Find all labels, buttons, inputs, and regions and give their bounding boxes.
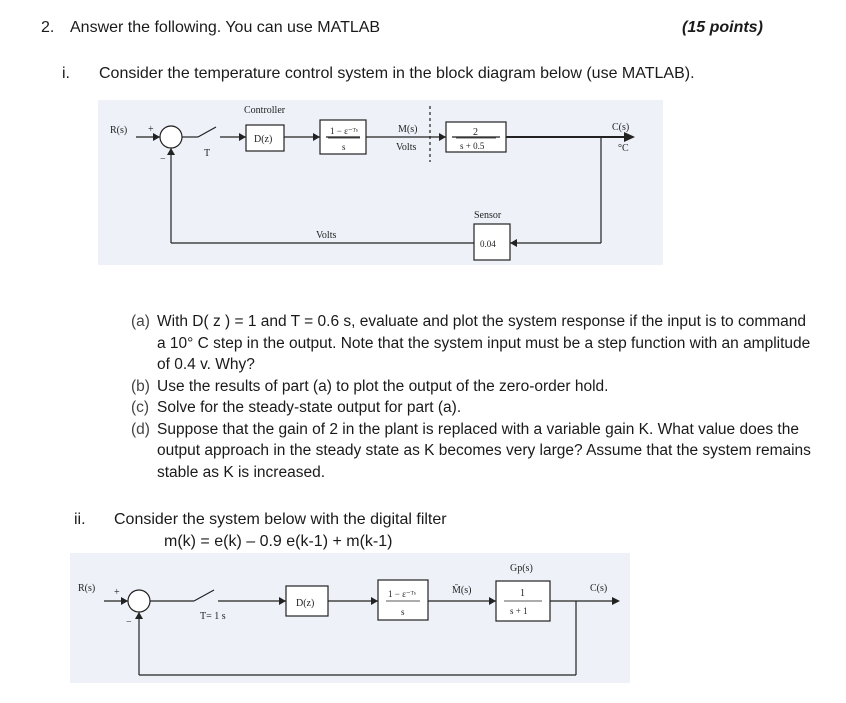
output-label-1: C(s) [612, 122, 630, 133]
part-item-c [131, 397, 817, 419]
plant-numerator-2: 1 [520, 588, 525, 599]
part-i-items [131, 311, 817, 483]
controller-block-label-2: D(z) [296, 598, 315, 609]
zoh-numerator-1: 1 − ε⁻ᵀˢ [330, 126, 358, 136]
item-letter: (c) [131, 399, 150, 416]
part-ii-numeral: ii. [74, 511, 86, 528]
plus-sign-2: + [114, 587, 120, 598]
plant-denominator-2: s + 1 [510, 606, 528, 616]
zoh-numerator-2: 1 − ε⁻ᵀˢ [388, 589, 416, 599]
input-label-2: R(s) [78, 583, 96, 594]
part-item-d [131, 419, 817, 484]
part-ii-prompt: Consider the system below with the digital filter [114, 511, 447, 528]
sensor-label: Sensor [474, 210, 502, 221]
item-text: Use the results of part (a) to plot the output of the zero-order hold. [157, 377, 609, 395]
ms-label-2: M̄(s) [452, 585, 472, 596]
item-letter: (b) [131, 377, 150, 395]
item-letter: (a) [131, 313, 150, 330]
input-label-1: R(s) [110, 125, 128, 136]
plant-numerator-1: 2 [473, 127, 478, 138]
ms-label-1: M(s) [398, 124, 418, 135]
sensor-gain: 0.04 [480, 239, 496, 249]
sampler-label-1: T [204, 148, 211, 159]
item-letter: (d) [131, 420, 150, 438]
item-text: Suppose that the gain of 2 in the plant is replaced with a variable gain K. What value does the output approach in the steady state as K becomes very large? Assume that the system remains stable as K is increased. [157, 420, 811, 481]
item-text: With D( z ) = 1 and T = 0.6 s, evaluate and plot the system response if the input is to command a 10° C step in the output. Note that the system input must be a step function with an amplitude of 0.4 v. Why? [157, 313, 811, 373]
part-i-numeral: i. [62, 65, 70, 82]
output-label-2: C(s) [590, 583, 608, 594]
output-unit-1: °C [618, 143, 629, 154]
part-item-b [131, 376, 817, 398]
sampler-label-2: T= 1 s [200, 611, 226, 622]
zoh-denominator-2: s [401, 607, 405, 617]
plus-sign-1: + [148, 124, 154, 135]
question-points: (15 points) [682, 19, 763, 36]
minus-sign-2: − [126, 617, 132, 628]
volts-label-top: Volts [396, 142, 417, 153]
question-number: 2. [41, 19, 55, 36]
plant-label-2: Gp(s) [510, 563, 533, 574]
volts-label-bottom: Volts [316, 230, 337, 241]
block-diagram-2 [70, 553, 630, 683]
digital-filter-equation: m(k) = e(k) – 0.9 e(k-1) + m(k-1) [164, 533, 393, 550]
question-instruction: Answer the following. You can use MATLAB [70, 19, 381, 36]
summing-junction-1 [160, 126, 182, 148]
part-i-prompt: Consider the temperature control system in the block diagram below (use MATLAB). [99, 65, 695, 82]
block-diagram-1 [98, 100, 663, 265]
minus-sign-1: − [160, 154, 166, 165]
plant-denominator-1: s + 0.5 [460, 141, 485, 151]
part-item-a [131, 311, 817, 376]
item-text: Solve for the steady-state output for part (a). [157, 399, 462, 416]
controller-block-label-1: D(z) [254, 134, 273, 145]
zoh-denominator-1: s [342, 142, 346, 152]
controller-label-1: Controller [244, 105, 286, 116]
summing-junction-2 [128, 590, 150, 612]
